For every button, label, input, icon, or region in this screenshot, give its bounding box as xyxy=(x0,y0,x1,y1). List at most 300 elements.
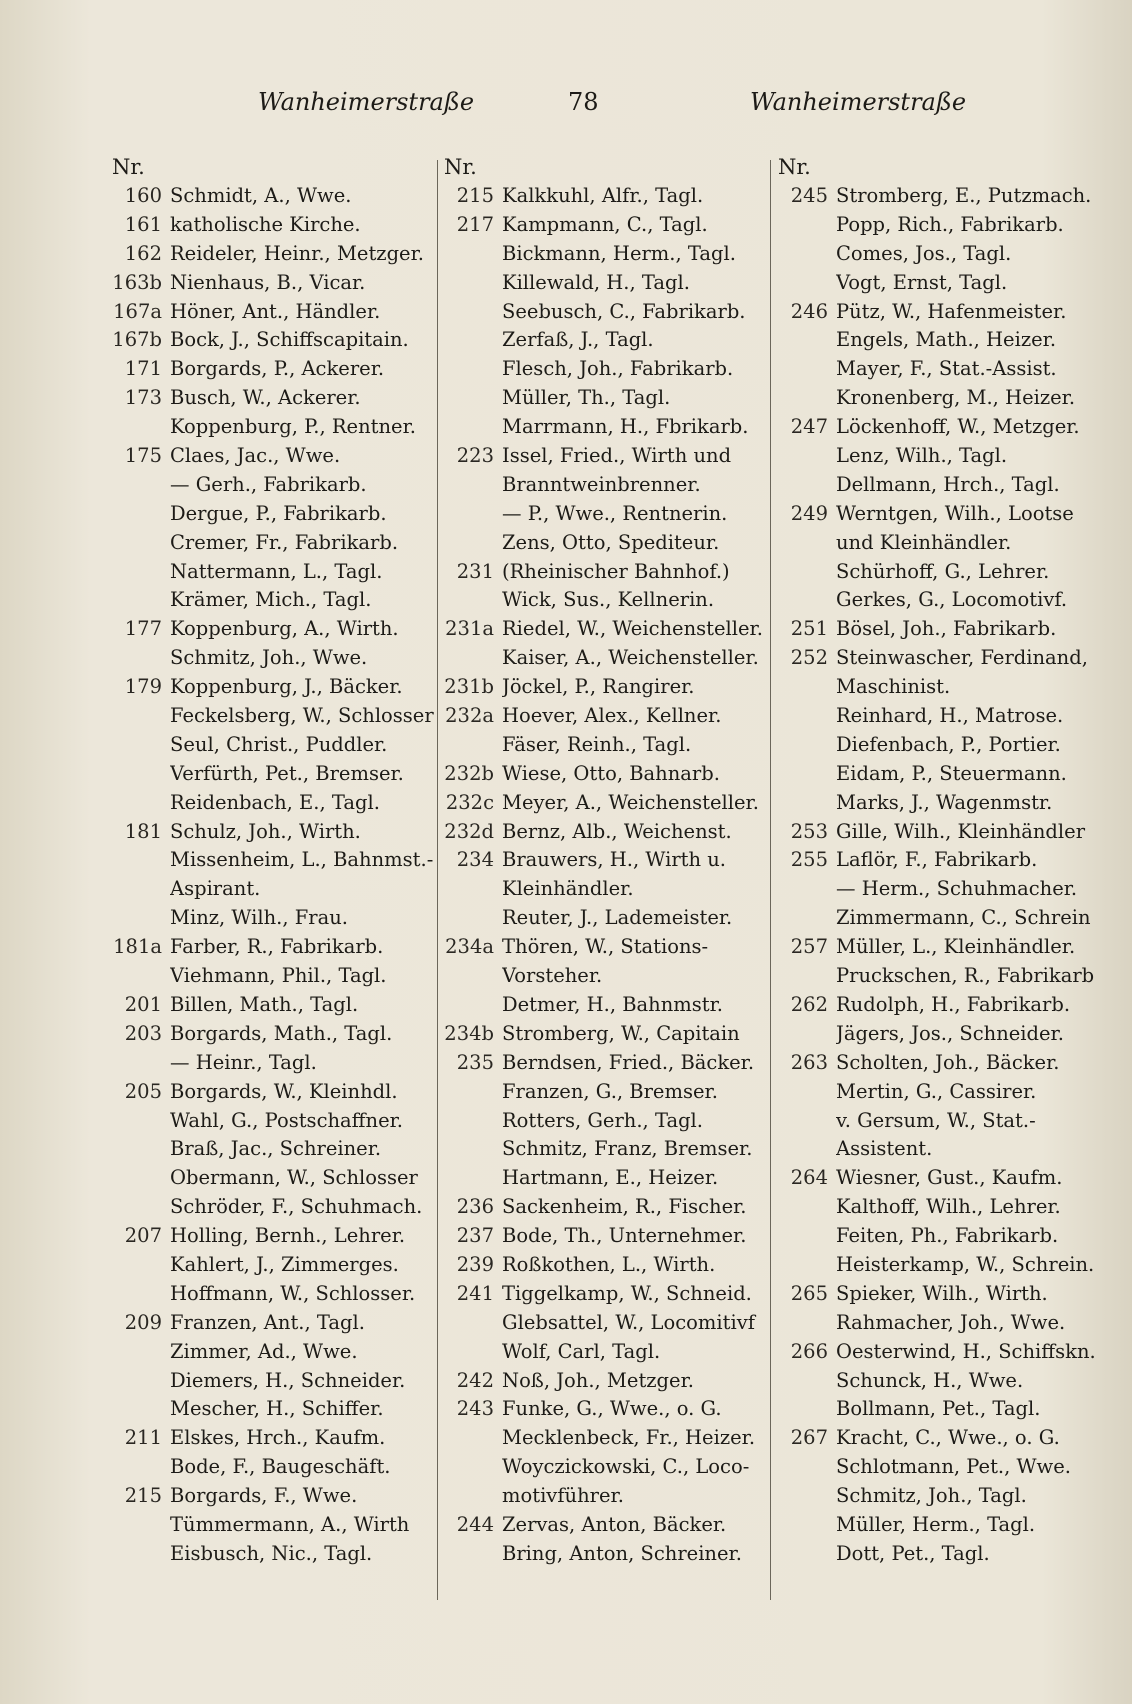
house-number xyxy=(766,1395,836,1424)
resident-entry: Marrmann, H., Fbrikarb. xyxy=(502,415,749,439)
directory-entry xyxy=(432,1193,772,1222)
resident-entry: motivführer. xyxy=(502,1484,624,1508)
directory-entry xyxy=(766,1107,1106,1136)
resident-entry: Steinwascher, Ferdinand, xyxy=(836,646,1088,670)
directory-entry xyxy=(432,355,772,384)
resident-entry: Nattermann, L., Tagl. xyxy=(170,559,383,583)
resident-entry: — Heinr., Tagl. xyxy=(170,1050,317,1074)
directory-entry xyxy=(432,1135,772,1164)
directory-entry xyxy=(432,933,772,962)
house-number xyxy=(766,471,836,500)
house-number: 207 xyxy=(124,1224,162,1248)
house-number xyxy=(766,702,836,731)
directory-entry xyxy=(432,789,772,818)
house-number xyxy=(766,1193,836,1222)
house-number: 265 xyxy=(790,1281,828,1305)
house-number: 246 xyxy=(790,299,828,323)
resident-entry: Wiesner, Gust., Kaufm. xyxy=(836,1166,1063,1190)
directory-entry xyxy=(100,673,440,702)
directory-entry xyxy=(432,326,772,355)
house-number xyxy=(100,1280,170,1309)
resident-entry: Dott, Pet., Tagl. xyxy=(836,1541,990,1565)
resident-entry: Bernz, Alb., Weichenst. xyxy=(502,819,732,843)
house-number xyxy=(432,471,502,500)
house-number xyxy=(766,760,836,789)
house-number xyxy=(432,1309,502,1338)
house-number: 251 xyxy=(790,617,828,641)
house-number xyxy=(432,586,502,615)
house-number xyxy=(100,1540,170,1569)
directory-entry xyxy=(100,615,440,644)
house-number xyxy=(432,1164,502,1193)
directory-entry xyxy=(766,1511,1106,1540)
column-3 xyxy=(766,152,1106,1612)
resident-entry: Kahlert, J., Zimmerges. xyxy=(170,1252,399,1276)
house-number xyxy=(766,1309,836,1338)
house-number xyxy=(432,1338,502,1367)
directory-entry xyxy=(100,1395,440,1424)
header-right-street: Wanheimerstraße xyxy=(750,88,967,116)
resident-entry: Braß, Jac., Schreiner. xyxy=(170,1137,382,1161)
house-number: 201 xyxy=(124,992,162,1016)
directory-entry xyxy=(100,991,440,1020)
resident-entry: Dergue, P., Fabrikarb. xyxy=(170,501,387,525)
directory-entry xyxy=(100,1511,440,1540)
directory-entry xyxy=(432,1453,772,1482)
resident-entry: Cremer, Fr., Fabrikarb. xyxy=(170,530,399,554)
resident-entry: Werntgen, Wilh., Lootse xyxy=(836,501,1074,525)
resident-entry: Eisbusch, Nic., Tagl. xyxy=(170,1541,373,1565)
directory-entry xyxy=(432,182,772,211)
house-number xyxy=(766,442,836,471)
resident-entry: Feckelsberg, W., Schlosser xyxy=(170,704,434,728)
directory-entry xyxy=(100,818,440,847)
house-number xyxy=(100,1395,170,1424)
resident-entry: Funke, G., Wwe., o. G. xyxy=(502,1397,722,1421)
resident-entry: Thören, W., Stations- xyxy=(502,935,709,959)
directory-entry xyxy=(766,904,1106,933)
resident-entry: Meyer, A., Weichensteller. xyxy=(502,790,759,814)
directory-entry xyxy=(766,1338,1106,1367)
resident-entry: Assistent. xyxy=(836,1137,933,1161)
directory-entry xyxy=(432,442,772,471)
directory-entry xyxy=(100,1482,440,1511)
directory-entry xyxy=(432,1511,772,1540)
house-number xyxy=(432,269,502,298)
house-number: 223 xyxy=(456,444,494,468)
resident-entry: Noß, Joh., Metzger. xyxy=(502,1368,694,1392)
directory-entry xyxy=(766,1078,1106,1107)
directory-entry xyxy=(766,615,1106,644)
resident-entry: Kampmann, C., Tagl. xyxy=(502,212,708,236)
resident-entry: Tümmermann, A., Wirth xyxy=(170,1512,410,1536)
resident-entry: Engels, Math., Heizer. xyxy=(836,328,1057,352)
resident-entry: Busch, W., Ackerer. xyxy=(170,386,361,410)
directory-entry xyxy=(766,760,1106,789)
house-number xyxy=(100,962,170,991)
resident-entry: Höner, Ant., Händler. xyxy=(170,299,381,323)
resident-entry: Reinhard, H., Matrose. xyxy=(836,704,1064,728)
directory-entry xyxy=(100,269,440,298)
page-header xyxy=(0,88,1132,128)
house-number xyxy=(100,1135,170,1164)
house-number: 239 xyxy=(456,1252,494,1276)
directory-entry xyxy=(100,471,440,500)
directory-entry xyxy=(100,875,440,904)
house-number xyxy=(766,1222,836,1251)
house-number xyxy=(766,586,836,615)
house-number xyxy=(432,731,502,760)
resident-entry: Schmitz, Franz, Bremser. xyxy=(502,1137,753,1161)
house-number xyxy=(100,760,170,789)
resident-entry: Borgards, W., Kleinhdl. xyxy=(170,1079,398,1103)
house-number xyxy=(100,413,170,442)
directory-entry xyxy=(766,673,1106,702)
house-number: 231 xyxy=(456,559,494,583)
directory-entry xyxy=(432,760,772,789)
directory-entry xyxy=(766,355,1106,384)
house-number xyxy=(100,904,170,933)
resident-entry: Heisterkamp, W., Schrein. xyxy=(836,1252,1095,1276)
directory-entry xyxy=(432,384,772,413)
house-number: 181 xyxy=(124,819,162,843)
directory-entry xyxy=(100,529,440,558)
resident-entry: Wahl, G., Postschaffner. xyxy=(170,1108,404,1132)
resident-entry: — Herm., Schuhmacher. xyxy=(836,877,1078,901)
house-number xyxy=(766,1511,836,1540)
directory-entry xyxy=(432,1309,772,1338)
resident-entry: Feiten, Ph., Fabrikarb. xyxy=(836,1224,1059,1248)
directory-entry xyxy=(100,384,440,413)
directory-entry xyxy=(432,615,772,644)
resident-entry: Sackenheim, R., Fischer. xyxy=(502,1195,747,1219)
house-number: 264 xyxy=(790,1166,828,1190)
resident-entry: Nienhaus, B., Vicar. xyxy=(170,270,366,294)
resident-entry: Mecklenbeck, Fr., Heizer. xyxy=(502,1426,756,1450)
house-number: 160 xyxy=(124,184,162,207)
resident-entry: Spieker, Wilh., Wirth. xyxy=(836,1281,1048,1305)
house-number: 177 xyxy=(124,617,162,641)
resident-entry: Billen, Math., Tagl. xyxy=(170,992,359,1016)
directory-entry xyxy=(100,1251,440,1280)
directory-entry xyxy=(432,846,772,875)
resident-entry: — P., Wwe., Rentnerin. xyxy=(502,501,728,525)
resident-entry: Mayer, F., Stat.-Assist. xyxy=(836,357,1057,381)
house-number xyxy=(432,326,502,355)
resident-entry: Diemers, H., Schneider. xyxy=(170,1368,406,1392)
directory-entry xyxy=(100,904,440,933)
house-number xyxy=(766,384,836,413)
house-number xyxy=(766,962,836,991)
resident-entry: Marks, J., Wagenmstr. xyxy=(836,790,1053,814)
resident-entry: Seebusch, C., Fabrikarb. xyxy=(502,299,746,323)
house-number xyxy=(432,991,502,1020)
house-number xyxy=(766,731,836,760)
directory-entry xyxy=(766,1193,1106,1222)
resident-entry: Müller, Th., Tagl. xyxy=(502,386,671,410)
directory-entry xyxy=(766,1164,1106,1193)
directory-entry xyxy=(100,1049,440,1078)
resident-entry: Reuter, J., Lademeister. xyxy=(502,906,733,930)
resident-entry: Brauwers, H., Wirth u. xyxy=(502,848,727,872)
directory-entry xyxy=(100,413,440,442)
directory-entry xyxy=(100,933,440,962)
house-number: 234b xyxy=(444,1021,494,1045)
house-number xyxy=(432,875,502,904)
house-number: 181a xyxy=(113,935,162,959)
house-number xyxy=(100,702,170,731)
directory-entry xyxy=(766,933,1106,962)
directory-entry xyxy=(100,558,440,587)
directory-entry xyxy=(432,500,772,529)
house-number: 209 xyxy=(124,1310,162,1334)
directory-entry xyxy=(432,1164,772,1193)
house-number xyxy=(432,904,502,933)
house-number xyxy=(100,875,170,904)
directory-entry xyxy=(100,1020,440,1049)
house-number: 205 xyxy=(124,1079,162,1103)
resident-entry: Seul, Christ., Puddler. xyxy=(170,732,388,756)
resident-entry: Berndsen, Fried., Bäcker. xyxy=(502,1050,755,1074)
directory-entry xyxy=(766,875,1106,904)
house-number xyxy=(432,962,502,991)
resident-entry: Koppenburg, J., Bäcker. xyxy=(170,675,403,699)
resident-entry: Bode, F., Baugeschäft. xyxy=(170,1455,391,1479)
house-number xyxy=(100,586,170,615)
column-heading: Nr. xyxy=(778,155,811,179)
resident-entry: Hoever, Alex., Kellner. xyxy=(502,704,722,728)
house-number: 171 xyxy=(124,357,162,381)
directory-entry xyxy=(766,558,1106,587)
directory-entry xyxy=(432,413,772,442)
resident-entry: Rudolph, H., Fabrikarb. xyxy=(836,992,1071,1016)
house-number xyxy=(766,1540,836,1569)
directory-entry xyxy=(766,991,1106,1020)
directory-entry xyxy=(432,1482,772,1511)
resident-entry: Gerkes, G., Locomotivf. xyxy=(836,588,1068,612)
directory-entry xyxy=(766,1453,1106,1482)
house-number xyxy=(100,731,170,760)
house-number xyxy=(100,1164,170,1193)
house-number xyxy=(766,1020,836,1049)
directory-entry xyxy=(766,702,1106,731)
resident-entry: Müller, L., Kleinhändler. xyxy=(836,935,1076,959)
house-number xyxy=(100,500,170,529)
house-number xyxy=(766,355,836,384)
directory-entry xyxy=(766,1540,1106,1569)
house-number xyxy=(100,1049,170,1078)
house-number: 167b xyxy=(112,328,162,352)
resident-entry: Mertin, G., Cassirer. xyxy=(836,1079,1037,1103)
house-number: 241 xyxy=(456,1281,494,1305)
house-number: 255 xyxy=(790,848,828,872)
house-number xyxy=(766,789,836,818)
directory-entry xyxy=(766,298,1106,327)
directory-entry xyxy=(432,818,772,847)
resident-entry: Vogt, Ernst, Tagl. xyxy=(836,270,1008,294)
directory-entry xyxy=(766,384,1106,413)
column-1 xyxy=(100,152,440,1612)
resident-entry: katholische Kirche. xyxy=(170,212,361,236)
house-number xyxy=(100,1338,170,1367)
resident-entry: Bring, Anton, Schreiner. xyxy=(502,1541,742,1565)
header-left-street: Wanheimerstraße xyxy=(258,88,475,116)
house-number xyxy=(432,240,502,269)
directory-entry xyxy=(766,1424,1106,1453)
resident-entry: Fäser, Reinh., Tagl. xyxy=(502,732,692,756)
resident-entry: Bösel, Joh., Fabrikarb. xyxy=(836,617,1057,641)
house-number: 267 xyxy=(790,1426,828,1450)
house-number: 263 xyxy=(790,1050,828,1074)
directory-entry xyxy=(766,1020,1106,1049)
directory-entry xyxy=(100,1164,440,1193)
directory-entry xyxy=(100,326,440,355)
house-number xyxy=(100,1367,170,1396)
resident-entry: Eidam, P., Steuermann. xyxy=(836,761,1067,785)
directory-entry xyxy=(766,1280,1106,1309)
resident-entry: Tiggelkamp, W., Schneid. xyxy=(502,1281,752,1305)
house-number xyxy=(766,529,836,558)
resident-entry: Koppenburg, A., Wirth. xyxy=(170,617,399,641)
house-number xyxy=(100,1453,170,1482)
house-number: 245 xyxy=(790,184,828,207)
house-number: 167a xyxy=(113,299,162,323)
directory-entry xyxy=(766,1395,1106,1424)
directory-entry xyxy=(766,818,1106,847)
directory-entry xyxy=(100,500,440,529)
directory-entry xyxy=(766,586,1106,615)
resident-entry: Minz, Wilh., Frau. xyxy=(170,906,348,930)
house-number: 236 xyxy=(456,1195,494,1219)
directory-entry xyxy=(432,1395,772,1424)
directory-entry xyxy=(432,1251,772,1280)
resident-entry: Woyczickowski, C., Loco- xyxy=(502,1455,750,1479)
directory-entry xyxy=(766,1222,1106,1251)
resident-entry: Detmer, H., Bahnmstr. xyxy=(502,992,724,1016)
resident-entry: Obermann, W., Schlosser xyxy=(170,1166,418,1190)
directory-entry xyxy=(432,586,772,615)
directory-entry xyxy=(432,1280,772,1309)
resident-entry: Verfürth, Pet., Bremser. xyxy=(170,761,404,785)
directory-entry xyxy=(766,962,1106,991)
directory-entry xyxy=(766,1309,1106,1338)
resident-entry: Pütz, W., Hafenmeister. xyxy=(836,299,1067,323)
resident-entry: Holling, Bernh., Lehrer. xyxy=(170,1224,406,1248)
resident-entry: Kronenberg, M., Heizer. xyxy=(836,386,1076,410)
directory-entry xyxy=(766,240,1106,269)
resident-entry: Stromberg, W., Capitain xyxy=(502,1021,740,1045)
house-number: 232c xyxy=(445,790,494,814)
house-number: 235 xyxy=(456,1050,494,1074)
directory-entry xyxy=(432,269,772,298)
house-number xyxy=(100,471,170,500)
house-number xyxy=(766,269,836,298)
resident-entry: Franzen, G., Bremser. xyxy=(502,1079,718,1103)
directory-entry xyxy=(432,1049,772,1078)
directory-entry xyxy=(432,644,772,673)
resident-entry: Branntweinbrenner. xyxy=(502,472,701,496)
house-number: 244 xyxy=(456,1512,494,1536)
directory-entry xyxy=(766,211,1106,240)
house-number xyxy=(100,529,170,558)
house-number: 231a xyxy=(445,617,494,641)
resident-entry: Hoffmann, W., Schlosser. xyxy=(170,1281,416,1305)
resident-entry: Müller, Herm., Tagl. xyxy=(836,1512,1036,1536)
house-number xyxy=(432,1482,502,1511)
directory-entry xyxy=(432,1107,772,1136)
directory-entry xyxy=(432,211,772,240)
house-number xyxy=(766,1135,836,1164)
directory-entry xyxy=(100,1280,440,1309)
column-heading: Nr. xyxy=(112,155,145,179)
house-number xyxy=(766,875,836,904)
house-number: 232d xyxy=(444,819,494,843)
house-number: 262 xyxy=(790,992,828,1016)
house-number: 163b xyxy=(112,270,162,294)
resident-entry: Vorsteher. xyxy=(502,964,603,988)
directory-entry xyxy=(100,1135,440,1164)
house-number: 257 xyxy=(790,935,828,959)
directory-entry xyxy=(100,298,440,327)
house-number: 234 xyxy=(456,848,494,872)
house-number xyxy=(766,211,836,240)
resident-entry: Claes, Jac., Wwe. xyxy=(170,444,341,468)
house-number xyxy=(432,644,502,673)
column-2 xyxy=(432,152,772,1612)
house-number: 247 xyxy=(790,415,828,439)
directory-entry xyxy=(100,789,440,818)
resident-entry: Bickmann, Herm., Tagl. xyxy=(502,241,736,265)
house-number: 217 xyxy=(456,212,494,236)
house-number xyxy=(432,384,502,413)
house-number xyxy=(432,1453,502,1482)
directory-entry xyxy=(766,1367,1106,1396)
resident-entry: Schmitz, Joh., Tagl. xyxy=(836,1484,1027,1508)
resident-entry: Bock, J., Schiffscapitain. xyxy=(170,328,409,352)
directory-entry xyxy=(432,1367,772,1396)
house-number xyxy=(766,1453,836,1482)
resident-entry: Killewald, H., Tagl. xyxy=(502,270,690,294)
directory-entry xyxy=(766,1251,1106,1280)
resident-entry: Bode, Th., Unternehmer. xyxy=(502,1224,747,1248)
directory-entry xyxy=(432,529,772,558)
resident-entry: Borgards, F., Wwe. xyxy=(170,1484,358,1508)
directory-entry xyxy=(766,731,1106,760)
directory-entry xyxy=(766,471,1106,500)
house-number: 203 xyxy=(124,1021,162,1045)
directory-entry xyxy=(432,1540,772,1569)
directory-entry xyxy=(100,1367,440,1396)
directory-entry xyxy=(766,413,1106,442)
directory-entry xyxy=(432,471,772,500)
house-number xyxy=(766,1251,836,1280)
directory-entry xyxy=(766,1135,1106,1164)
directory-entry xyxy=(100,846,440,875)
house-number: 249 xyxy=(790,501,828,525)
resident-entry: Lenz, Wilh., Tagl. xyxy=(836,444,1008,468)
house-number: 242 xyxy=(456,1368,494,1392)
house-number xyxy=(432,1424,502,1453)
directory-entry xyxy=(766,500,1106,529)
house-number xyxy=(100,1107,170,1136)
resident-entry: Kalthoff, Wilh., Lehrer. xyxy=(836,1195,1061,1219)
resident-entry: Schmidt, A., Wwe. xyxy=(170,184,352,207)
house-number xyxy=(100,789,170,818)
resident-entry: Schulz, Joh., Wirth. xyxy=(170,819,361,843)
column-heading: Nr. xyxy=(444,155,477,179)
resident-entry: Kalkkuhl, Alfr., Tagl. xyxy=(502,184,704,207)
house-number xyxy=(432,1135,502,1164)
